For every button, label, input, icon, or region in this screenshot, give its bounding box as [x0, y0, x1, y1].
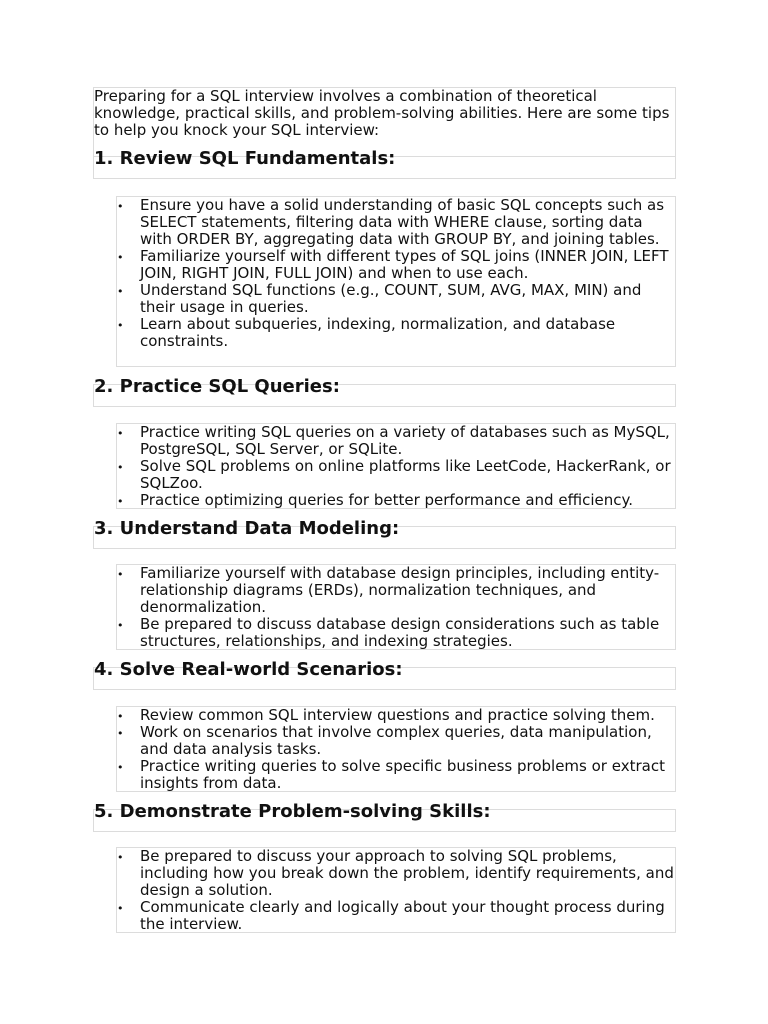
list-item: • Ensure you have a solid understanding of basic SQL concepts such as SELECT statements, filtering data with WHERE clause, sorting data with ORDER BY, aggregating data with GROUP BY, and joining tables. [117, 197, 675, 248]
section-5-heading-box [93, 801, 676, 832]
list-item: • Familiarize yourself with different types of SQL joins (INNER JOIN, LEFT JOIN, RIGHT JOIN, FULL JOIN) and when to use each. [117, 248, 675, 282]
section-4-list [117, 707, 675, 792]
section-5-list-box [116, 847, 676, 933]
section-4-heading-box [93, 659, 676, 690]
list-item: • Communicate clearly and logically about your thought process during the interview. [117, 899, 675, 933]
intro-paragraph: Preparing for a SQL interview involves a combination of theoretical knowledge, practical skills, and problem-solving abilities. Here are some tips to help you knock your SQL interview: [94, 87, 670, 139]
section-3-list-box [116, 564, 676, 650]
section-5-list [117, 848, 675, 933]
list-item: • Work on scenarios that involve complex queries, data manipulation, and data analysis tasks. [117, 724, 675, 758]
section-2-heading: 2. Practice SQL Queries: [94, 376, 340, 397]
list-item: • Review common SQL interview questions and practice solving them. [117, 707, 675, 724]
list-item: • Learn about subqueries, indexing, normalization, and database constraints. [117, 316, 675, 350]
list-item: • Practice optimizing queries for better performance and efficiency. [117, 492, 675, 509]
section-2-list [117, 424, 675, 509]
section-2-list-box [116, 423, 676, 509]
list-item: • Practice writing SQL queries on a variety of databases such as MySQL, PostgreSQL, SQL Server, or SQLite. [117, 424, 675, 458]
section-2-heading-box [93, 376, 676, 407]
section-1-list-box [116, 196, 676, 367]
section-3-list [117, 565, 675, 650]
section-1-heading-box [93, 148, 676, 179]
list-item: • Understand SQL functions (e.g., COUNT, SUM, AVG, MAX, MIN) and their usage in queries. [117, 282, 675, 316]
section-5-heading: 5. Demonstrate Problem-solving Skills: [94, 801, 491, 822]
section-1-heading: 1. Review SQL Fundamentals: [94, 148, 396, 169]
section-4-list-box [116, 706, 676, 792]
section-4-heading: 4. Solve Real-world Scenarios: [94, 659, 403, 680]
section-3-heading: 3. Understand Data Modeling: [94, 518, 400, 539]
list-item: • Familiarize yourself with database design principles, including entity-relationship diagrams (ERDs), normalization techniques, and denormalization. [117, 565, 675, 616]
list-item: • Practice writing queries to solve specific business problems or extract insights from data. [117, 758, 675, 792]
section-3-heading-box [93, 518, 676, 549]
list-item: • Solve SQL problems on online platforms like LeetCode, HackerRank, or SQLZoo. [117, 458, 675, 492]
list-item: • Be prepared to discuss your approach to solving SQL problems, including how you break down the problem, identify requirements, and design a solution. [117, 848, 675, 899]
section-1-list [117, 197, 675, 350]
list-item: • Be prepared to discuss database design considerations such as table structures, relationships, and indexing strategies. [117, 616, 675, 650]
